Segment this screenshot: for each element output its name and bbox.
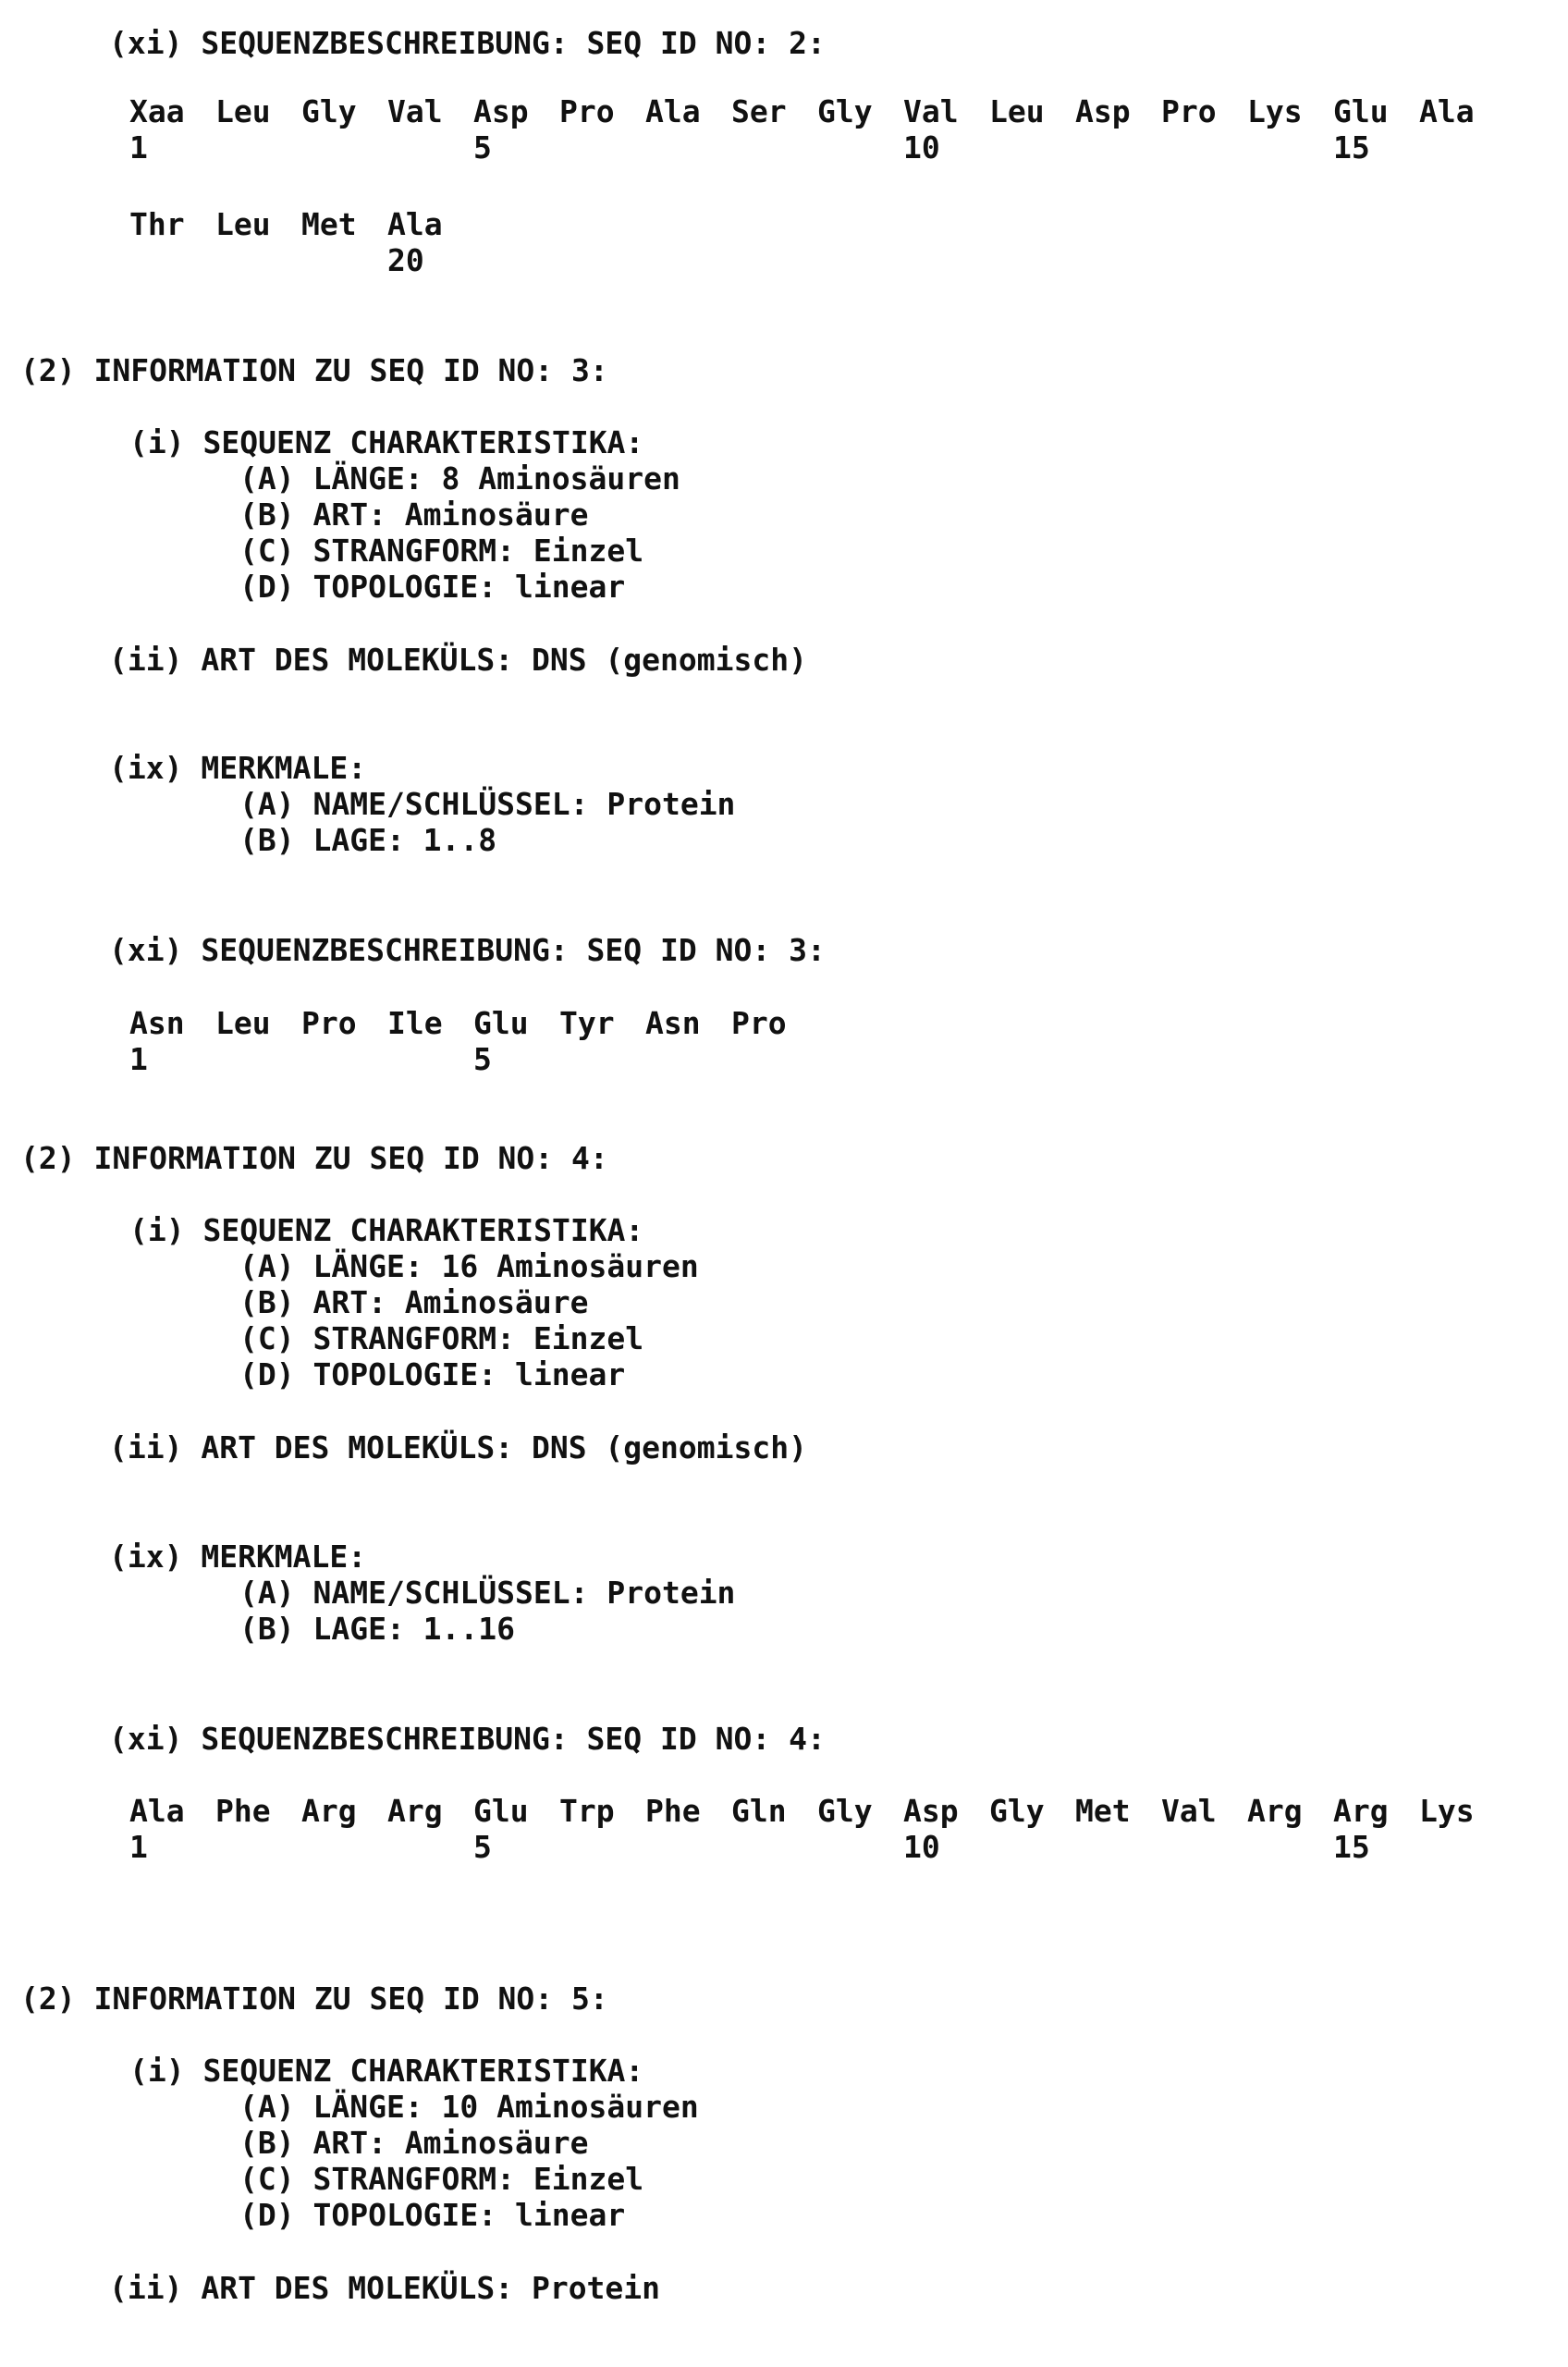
residue: Asn (645, 1005, 701, 1041)
residue: Asp (903, 1793, 959, 1829)
sequence-position-row (129, 242, 1535, 282)
residue: Arg (1333, 1793, 1389, 1829)
residue: Tyr (559, 1005, 615, 1041)
residue: Phe (645, 1793, 701, 1829)
position-number: 5 (473, 1041, 492, 1077)
molecule-type: (ii) ART DES MOLEKÜLS: Protein (109, 2270, 661, 2306)
residue: Leu (989, 93, 1045, 129)
feature-location: (B) LAGE: 1..8 (239, 822, 497, 858)
characteristic-type: (B) ART: Aminosäure (239, 1284, 589, 1320)
features-heading: (ix) MERKMALE: (109, 750, 367, 786)
residue: Met (301, 206, 357, 242)
characteristic-topology: (D) TOPOLOGIE: linear (239, 2197, 626, 2233)
position-number: 10 (903, 129, 940, 166)
seq-info-heading: (2) INFORMATION ZU SEQ ID NO: 4: (20, 1140, 608, 1176)
seq-info-heading: (2) INFORMATION ZU SEQ ID NO: 5: (20, 1981, 608, 2017)
residue: Arg (1247, 1793, 1303, 1829)
position-number: 5 (473, 1829, 492, 1865)
residue: Val (903, 93, 959, 129)
characteristic-topology: (D) TOPOLOGIE: linear (239, 1356, 626, 1392)
characteristic-strandedness: (C) STRANGFORM: Einzel (239, 533, 644, 569)
sequence-description-heading: (xi) SEQUENZBESCHREIBUNG: SEQ ID NO: 3: (109, 932, 826, 968)
characteristic-type: (B) ART: Aminosäure (239, 497, 589, 533)
residue: Met (1075, 1793, 1131, 1829)
residue: Pro (1161, 93, 1217, 129)
characteristic-length: (A) LÄNGE: 8 Aminosäuren (239, 460, 680, 497)
residue: Leu (215, 206, 271, 242)
residue: Asp (473, 93, 529, 129)
residue: Ala (129, 1793, 185, 1829)
position-number: 1 (129, 129, 148, 166)
residue: Gly (989, 1793, 1045, 1829)
position-number: 1 (129, 1041, 148, 1077)
residue: Lys (1247, 93, 1303, 129)
residue: Thr (129, 206, 185, 242)
feature-location: (B) LAGE: 1..16 (239, 1611, 516, 1647)
feature-name-key: (A) NAME/SCHLÜSSEL: Protein (239, 786, 736, 822)
characteristics-heading: (i) SEQUENZ CHARAKTERISTIKA: (129, 424, 644, 460)
residue: Gly (817, 93, 873, 129)
residue: Glu (473, 1005, 529, 1041)
residue: Lys (1419, 1793, 1475, 1829)
sequence-row (129, 1793, 1535, 1833)
position-number: 1 (129, 1829, 148, 1865)
residue: Asp (1075, 93, 1131, 129)
residue: Gln (731, 1793, 787, 1829)
sequence-row (129, 206, 1535, 246)
features-heading: (ix) MERKMALE: (109, 1539, 367, 1575)
residue: Leu (215, 1005, 271, 1041)
sequence-description-heading: (xi) SEQUENZBESCHREIBUNG: SEQ ID NO: 4: (109, 1721, 826, 1757)
sequence-description-heading: (xi) SEQUENZBESCHREIBUNG: SEQ ID NO: 2: (109, 25, 826, 61)
residue: Pro (301, 1005, 357, 1041)
sequence-row (129, 93, 1535, 133)
residue: Ala (645, 93, 701, 129)
characteristic-strandedness: (C) STRANGFORM: Einzel (239, 2161, 644, 2197)
position-number: 20 (387, 242, 424, 278)
residue: Arg (387, 1793, 443, 1829)
sequence-position-row (129, 129, 1535, 169)
residue: Phe (215, 1793, 271, 1829)
residue: Gly (301, 93, 357, 129)
position-number: 5 (473, 129, 492, 166)
residue: Pro (731, 1005, 787, 1041)
residue: Ser (731, 93, 787, 129)
position-number: 15 (1333, 1829, 1370, 1865)
residue: Val (1161, 1793, 1217, 1829)
residue: Glu (473, 1793, 529, 1829)
characteristics-heading: (i) SEQUENZ CHARAKTERISTIKA: (129, 1212, 644, 1248)
residue: Glu (1333, 93, 1389, 129)
residue: Asn (129, 1005, 185, 1041)
characteristic-length: (A) LÄNGE: 16 Aminosäuren (239, 1248, 699, 1284)
characteristic-type: (B) ART: Aminosäure (239, 2125, 589, 2161)
residue: Arg (301, 1793, 357, 1829)
residue: Leu (215, 93, 271, 129)
sequence-position-row (129, 1041, 1535, 1081)
seq-info-heading: (2) INFORMATION ZU SEQ ID NO: 3: (20, 352, 608, 388)
residue: Ile (387, 1005, 443, 1041)
position-number: 15 (1333, 129, 1370, 166)
sequence-row (129, 1005, 1535, 1045)
position-number: 10 (903, 1829, 940, 1865)
sequence-position-row (129, 1829, 1535, 1869)
characteristic-topology: (D) TOPOLOGIE: linear (239, 569, 626, 605)
residue: Ala (1419, 93, 1475, 129)
molecule-type: (ii) ART DES MOLEKÜLS: DNS (genomisch) (109, 642, 807, 678)
residue: Xaa (129, 93, 185, 129)
residue: Val (387, 93, 443, 129)
residue: Trp (559, 1793, 615, 1829)
molecule-type: (ii) ART DES MOLEKÜLS: DNS (genomisch) (109, 1429, 807, 1466)
characteristic-length: (A) LÄNGE: 10 Aminosäuren (239, 2089, 699, 2125)
residue: Gly (817, 1793, 873, 1829)
characteristic-strandedness: (C) STRANGFORM: Einzel (239, 1320, 644, 1356)
feature-name-key: (A) NAME/SCHLÜSSEL: Protein (239, 1575, 736, 1611)
residue: Pro (559, 93, 615, 129)
characteristics-heading: (i) SEQUENZ CHARAKTERISTIKA: (129, 2053, 644, 2089)
residue: Ala (387, 206, 443, 242)
